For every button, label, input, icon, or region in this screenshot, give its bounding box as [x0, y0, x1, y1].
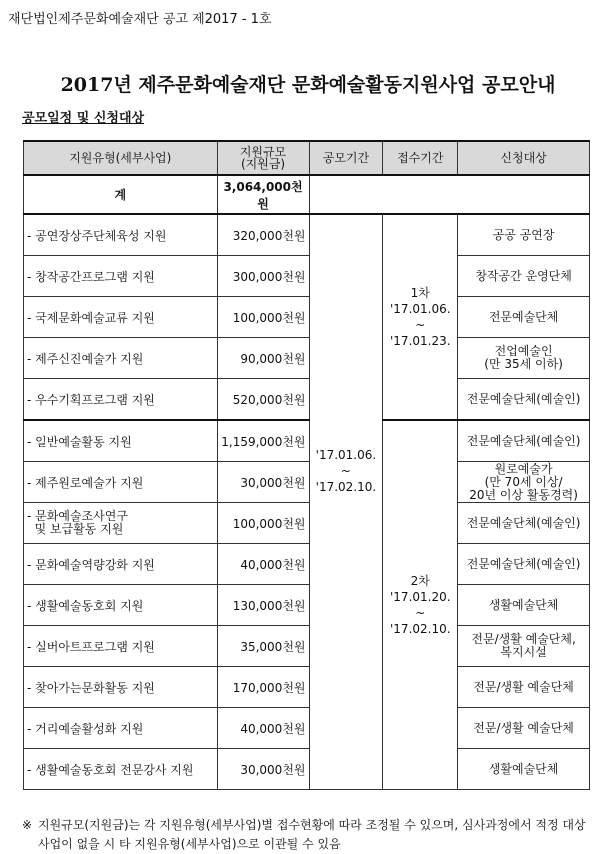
- table-row: [24, 749, 590, 790]
- row-amount: 40,000천원: [217, 708, 309, 749]
- footnote: [22, 816, 596, 854]
- table-row: [24, 626, 590, 667]
- row-amount: 1,159,000천원: [217, 420, 309, 462]
- note-text: 지원규모(지원금)는 각 지원유형(세부사업)별 접수현황에 따라 조정될 수 있으며, 심사과정에서 적정 대상사업이 없을 시 타 지원유형(세부사업)으로 이관될 수 있음: [38, 818, 586, 851]
- row-type: - 생활예술동호회 지원: [24, 585, 218, 626]
- row-type: - 제주원로예술가 지원: [24, 462, 218, 503]
- table-row: [24, 379, 590, 421]
- section-subtitle: 공모일정 및 신청대상: [22, 111, 145, 126]
- row-target: 전문예술단체(예술인): [458, 379, 590, 421]
- header-scale: 지원규모 (지원금): [217, 141, 309, 175]
- total-amount: 3,064,000천원: [217, 175, 309, 214]
- row-type: - 거리예술활성화 지원: [24, 708, 218, 749]
- row-amount: 30,000천원: [217, 462, 309, 503]
- row-amount: 40,000천원: [217, 544, 309, 585]
- reception-round-2: 2차 '17.01.20. ~ '17.02.10.: [383, 420, 458, 790]
- row-target: 창작공간 운영단체: [458, 256, 590, 297]
- row-amount: 100,000천원: [217, 503, 309, 544]
- application-period: '17.01.06. ~ '17.02.10.: [309, 214, 383, 790]
- row-type: - 찾아가는문화활동 지원: [24, 667, 218, 708]
- row-amount: 320,000천원: [217, 214, 309, 256]
- header-target: 신청대상: [458, 141, 590, 175]
- table-row: [24, 338, 590, 379]
- row-target: 전문예술단체(예술인): [458, 420, 590, 462]
- table-row: [24, 544, 590, 585]
- row-type: - 문화예술조사연구 및 보급활동 지원: [24, 503, 218, 544]
- header-reception: 접수기간: [383, 141, 458, 175]
- row-type: - 창작공간프로그램 지원: [24, 256, 218, 297]
- row-amount: 100,000천원: [217, 297, 309, 338]
- row-amount: 90,000천원: [217, 338, 309, 379]
- row-type: - 문화예술역량강화 지원: [24, 544, 218, 585]
- row-target: 전업예술인 (만 35세 이하): [458, 338, 590, 379]
- row-target: 전문/생활 예술단체: [458, 708, 590, 749]
- reception-round-1: 1차 '17.01.06. ~ '17.01.23.: [383, 214, 458, 420]
- row-target: 생활예술단체: [458, 749, 590, 790]
- total-label: 계: [24, 175, 218, 214]
- table-row: [24, 462, 590, 503]
- page-title: 2017년 제주문화예술재단 문화예술활동지원사업 공모안내: [60, 74, 556, 96]
- row-type: - 제주신진예술가 지원: [24, 338, 218, 379]
- header-type: 지원유형(세부사업): [24, 141, 218, 175]
- table-header-row: [24, 141, 590, 175]
- table-row: [24, 256, 590, 297]
- table-row: [24, 585, 590, 626]
- row-type: - 일반예술활동 지원: [24, 420, 218, 462]
- table-row: [24, 708, 590, 749]
- row-target: 전문예술단체(예술인): [458, 503, 590, 544]
- row-target: 원로예술가 (만 70세 이상/ 20년 이상 활동경력): [458, 462, 590, 503]
- row-type: - 실버아트프로그램 지원: [24, 626, 218, 667]
- header-period: 공모기간: [309, 141, 383, 175]
- note-mark: ※: [22, 818, 33, 832]
- row-amount: 35,000천원: [217, 626, 309, 667]
- row-amount: 170,000천원: [217, 667, 309, 708]
- table-row: [24, 420, 590, 462]
- total-row: [24, 175, 590, 214]
- row-amount: 130,000천원: [217, 585, 309, 626]
- row-type: - 생활예술동호회 전문강사 지원: [24, 749, 218, 790]
- row-target: 공공 공연장: [458, 214, 590, 256]
- table-row: [24, 214, 590, 256]
- table-row: [24, 297, 590, 338]
- row-type: - 국제문화예술교류 지원: [24, 297, 218, 338]
- table-row: [24, 667, 590, 708]
- row-amount: 520,000천원: [217, 379, 309, 421]
- row-type: - 우수기획프로그램 지원: [24, 379, 218, 421]
- notice-number: 재단법인제주문화예술재단 공고 제2017 - 1호: [8, 12, 272, 27]
- row-amount: 30,000천원: [217, 749, 309, 790]
- schedule-table: [23, 140, 590, 790]
- row-amount: 300,000천원: [217, 256, 309, 297]
- row-target: 전문예술단체: [458, 297, 590, 338]
- row-target: 전문/생활 예술단체, 복지시설: [458, 626, 590, 667]
- row-target: 전문예술단체(예술인): [458, 544, 590, 585]
- row-target: 생활예술단체: [458, 585, 590, 626]
- row-target: 전문/생활 예술단체: [458, 667, 590, 708]
- row-type: - 공연장상주단체육성 지원: [24, 214, 218, 256]
- table-row: [24, 503, 590, 544]
